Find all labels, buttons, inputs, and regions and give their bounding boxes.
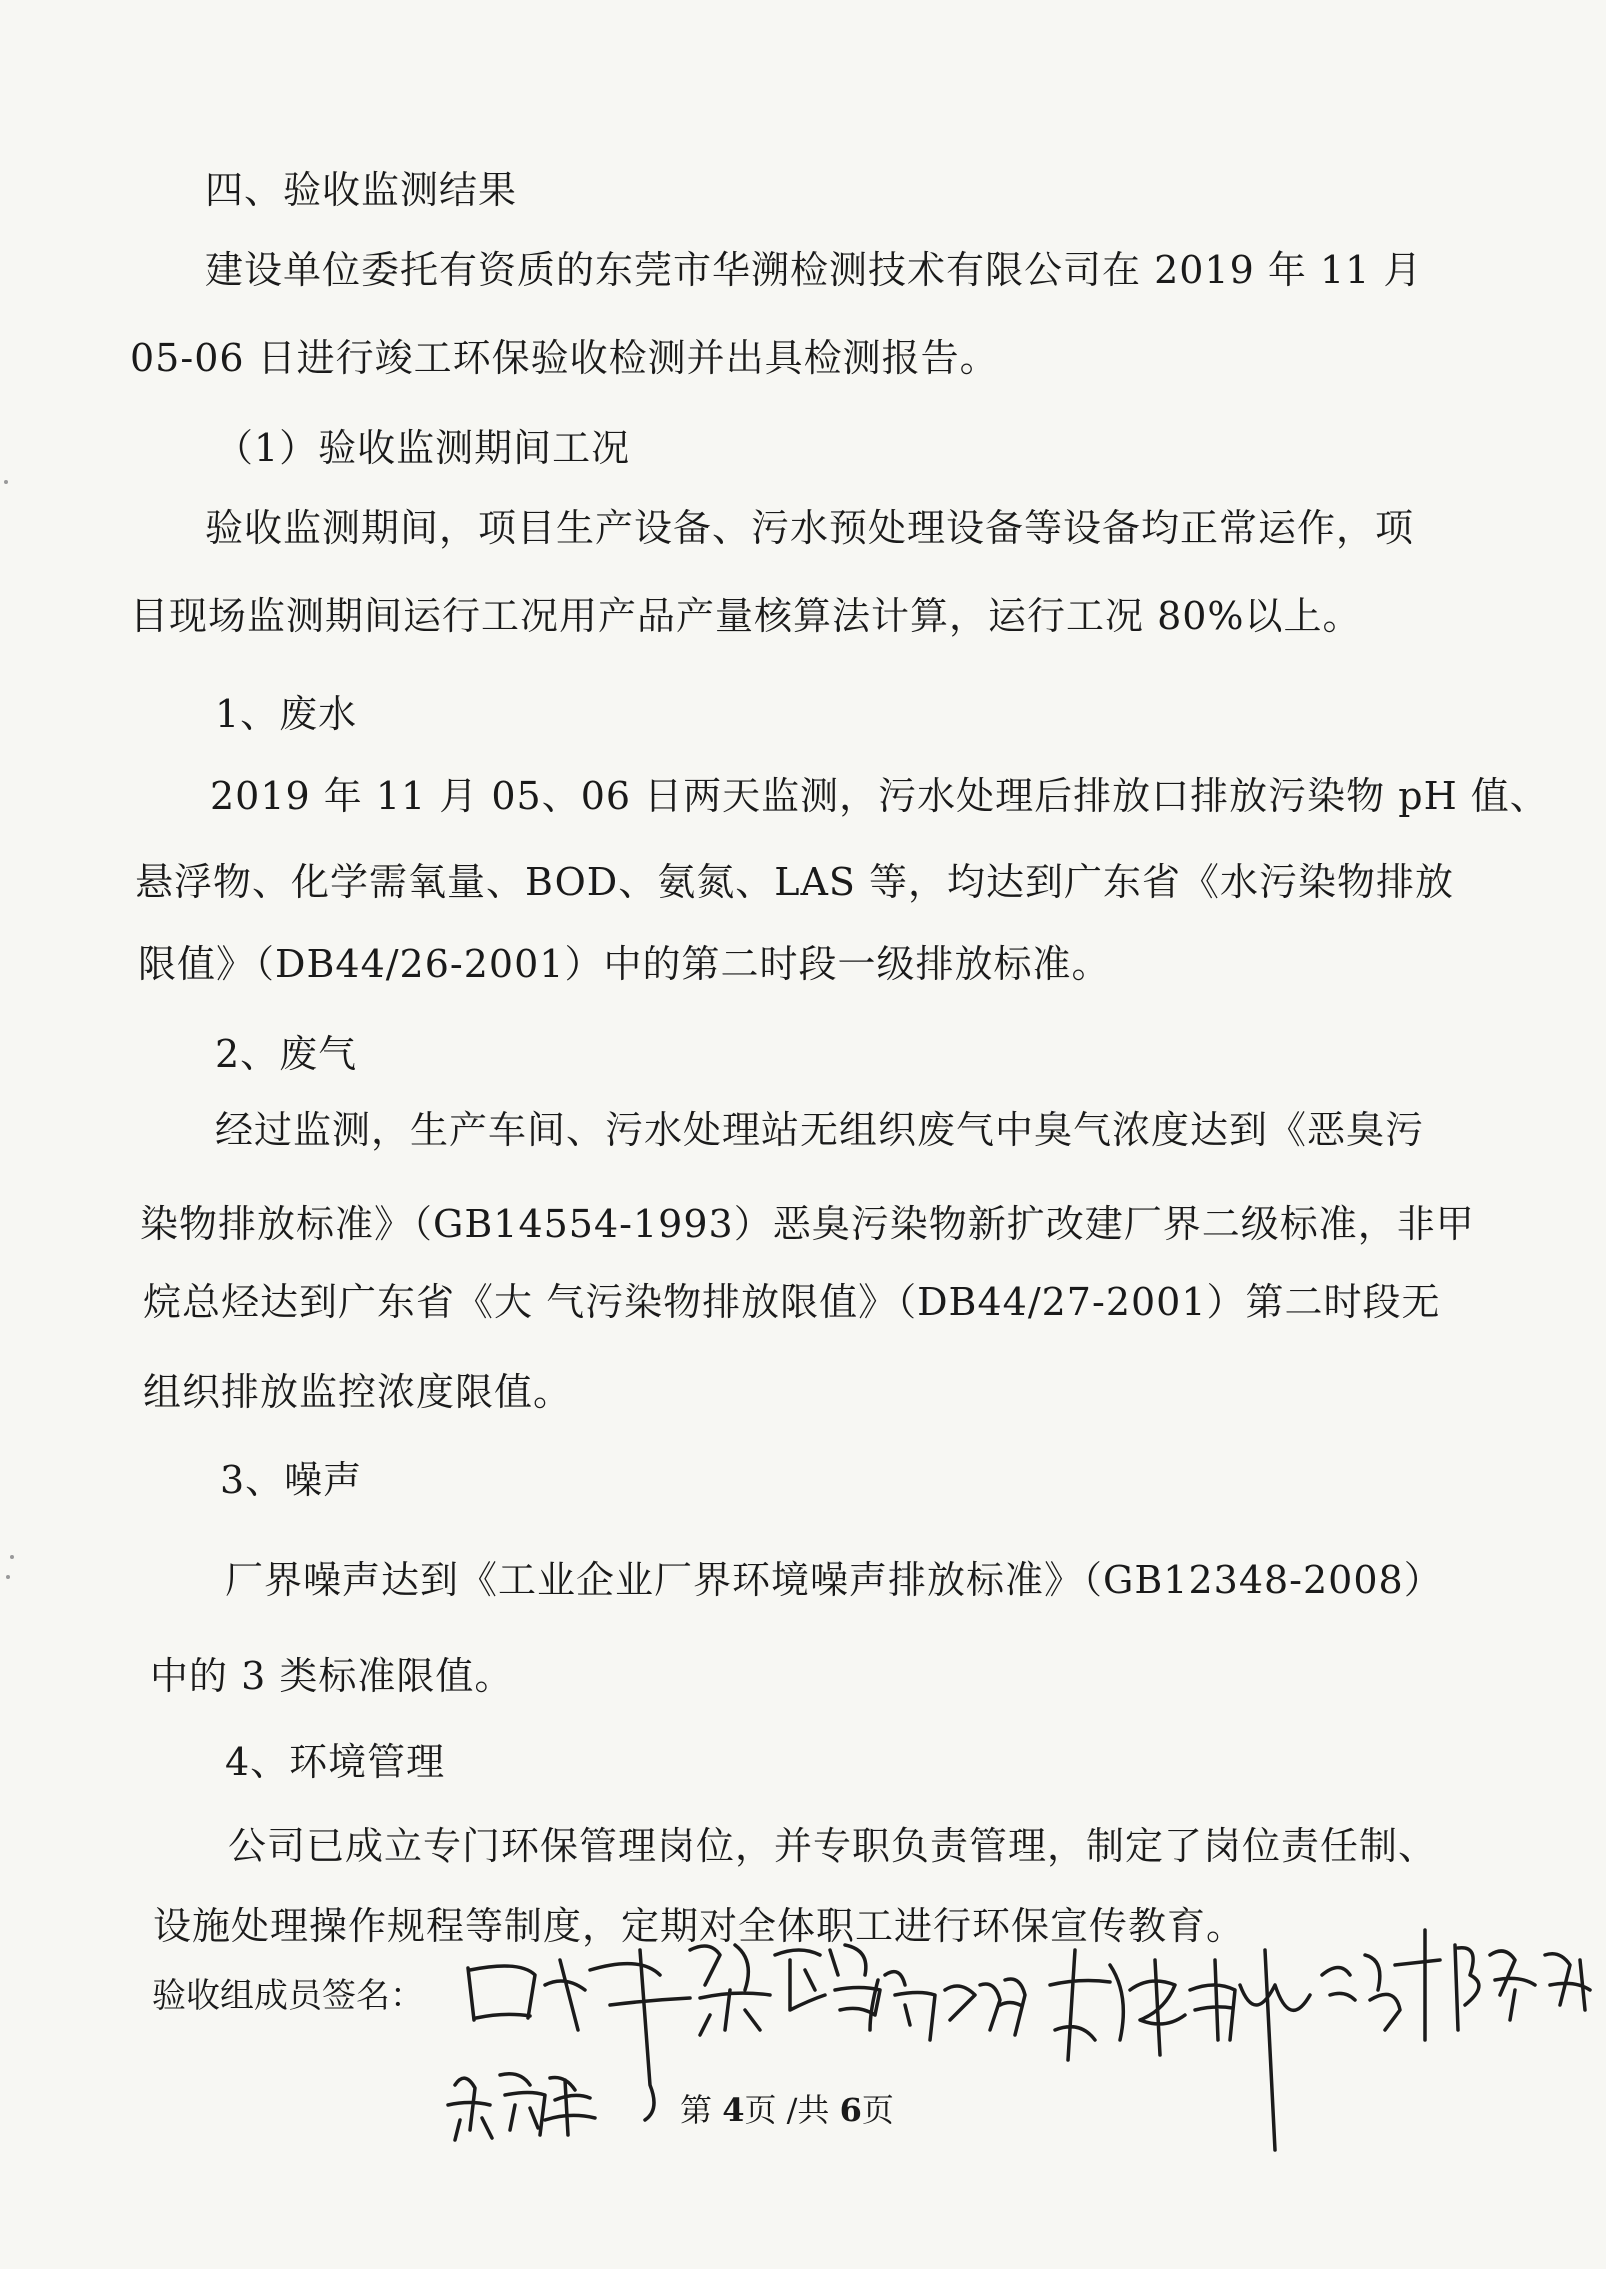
scan-speck: [6, 1575, 10, 1579]
signature-2: [690, 1945, 880, 2035]
wastewater-heading: 1、废水: [215, 692, 358, 736]
exhaust-line-1: 经过监测，生产车间、污水处理站无组织废气中臭气浓度达到《恶臭污: [215, 1108, 1425, 1152]
management-line-1: 公司已成立专门环保管理岗位，并专职负责管理，制定了岗位责任制、: [228, 1824, 1438, 1868]
signature-6: [1455, 1945, 1590, 2030]
workload-line-2: 目现场监测期间运行工况用产品产量核算法计算，运行工况 80%以上。: [130, 594, 1362, 638]
noise-heading: 3、噪声: [220, 1458, 363, 1502]
signature-4: [1050, 1950, 1310, 2150]
exhaust-line-3: 烷总烃达到广东省《大 气污染物排放限值》（DB44/27-2001）第二时段无: [143, 1280, 1441, 1324]
footer-total-pages: 6: [839, 2091, 862, 2129]
wastewater-line-3: 限值》（DB44/26-2001）中的第二时段一级排放标准。: [138, 942, 1111, 986]
signature-1: [468, 1950, 690, 2120]
noise-line-1: 厂界噪声达到《工业企业厂界环境噪声排放标准》（GB12348-2008）: [225, 1558, 1443, 1602]
intro-line-1: 建设单位委托有资质的东莞市华溯检测技术有限公司在 2019 年 11 月: [205, 248, 1423, 292]
wastewater-line-2: 悬浮物、化学需氧量、BOD、氨氮、LAS 等，均达到广东省《水污染物排放: [135, 860, 1455, 904]
intro-line-2: 05-06 日进行竣工环保验收检测并出具检测报告。: [130, 336, 999, 380]
scan-speck: [4, 480, 8, 484]
footer-middle: 页 /共: [744, 2091, 840, 2129]
scan-speck: [10, 1555, 14, 1559]
page-footer: [680, 2085, 894, 2131]
signature-label: 验收组成员签名：: [152, 1976, 424, 2016]
management-heading: 4、环境管理: [225, 1740, 446, 1784]
footer-suffix: 页: [861, 2091, 894, 2129]
exhaust-line-4: 组织排放监控浓度限值。: [143, 1370, 573, 1414]
noise-line-2: 中的 3 类标准限值。: [150, 1654, 514, 1698]
workload-line-1: 验收监测期间，项目生产设备、污水预处理设备等设备均正常运作，项: [205, 506, 1415, 550]
footer-prefix: 第: [680, 2091, 723, 2129]
management-line-2: 设施处理操作规程等制度，定期对全体职工进行环保宣传教育。: [153, 1904, 1246, 1948]
wastewater-line-1: 2019 年 11 月 05、06 日两天监测，污水处理后排放口排放污染物 pH 值、: [210, 774, 1549, 818]
signature-7: [448, 2074, 595, 2140]
exhaust-line-2: 染物排放标准》（GB14554-1993）恶臭污染物新扩改建厂界二级标准，非甲: [140, 1202, 1475, 1246]
exhaust-heading: 2、废气: [215, 1032, 358, 1076]
signature-3: [870, 1972, 1025, 2040]
footer-page-number: 4: [722, 2091, 745, 2129]
workload-heading: （1）验收监测期间工况: [215, 426, 631, 470]
signature-5: [1322, 1930, 1440, 2040]
section-title: 四、验收监测结果: [205, 168, 518, 212]
